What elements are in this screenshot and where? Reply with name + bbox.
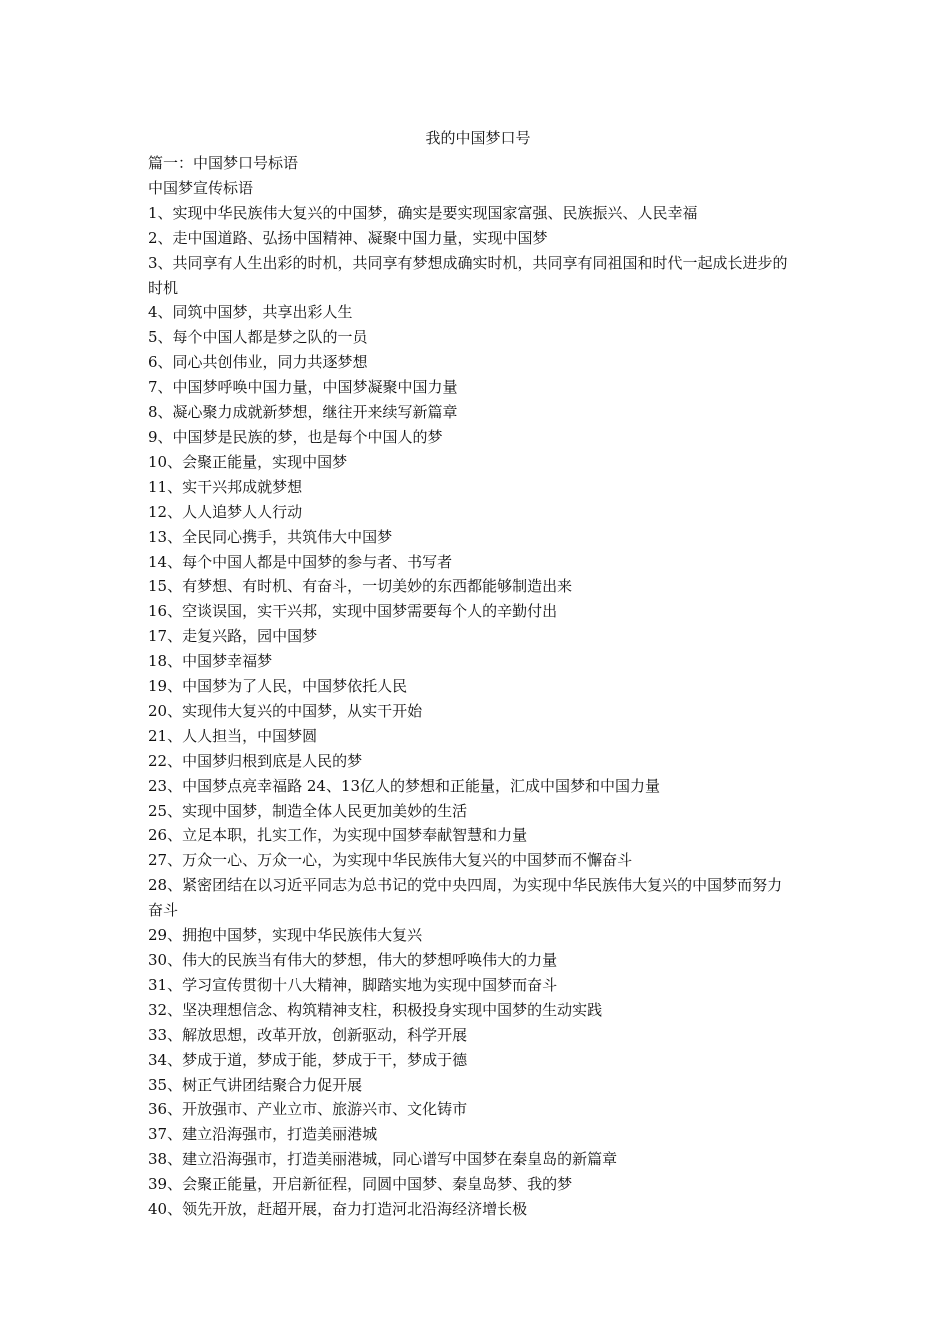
list-item: 29、拥抱中国梦，实现中华民族伟大复兴	[148, 926, 423, 945]
list-item: 32、坚决理想信念、构筑精神支柱，积极投身实现中国梦的生动实践	[148, 1000, 603, 1019]
document-page	[148, 126, 788, 1222]
list-item: 17、走复兴路，园中国梦	[148, 627, 318, 646]
list-item: 25、实现中国梦，制造全体人民更加美妙的生活	[148, 801, 468, 820]
list-item: 6、同心共创伟业，同力共逐梦想	[148, 353, 368, 372]
list-item: 11、实干兴邦成就梦想	[148, 477, 303, 496]
list-item: 5、每个中国人都是梦之队的一员	[148, 328, 368, 347]
section-subtitle: 中国梦宣传标语	[148, 178, 254, 197]
list-item: 15、有梦想、有时机、有奋斗，一切美妙的东西都能够制造出来	[148, 577, 573, 596]
list-item: 12、人人追梦人人行动	[148, 502, 303, 521]
list-item: 10、会聚正能量，实现中国梦	[148, 452, 348, 471]
list-item: 34、梦成于道，梦成于能，梦成于干，梦成于德	[148, 1050, 468, 1069]
list-item: 19、中国梦为了人民，中国梦依托人民	[148, 677, 408, 696]
list-item: 38、建立沿海强市，打造美丽港城，同心谱写中国梦在秦皇岛的新篇章	[148, 1150, 618, 1169]
list-item: 40、领先开放，赶超开展，奋力打造河北沿海经济增长极	[148, 1200, 528, 1219]
list-item: 35、树正气讲团结聚合力促开展	[148, 1075, 363, 1094]
list-item: 39、会聚正能量，开启新征程，同圆中国梦、秦皇岛梦、我的梦	[148, 1175, 573, 1194]
list-item: 20、实现伟大复兴的中国梦，从实干开始	[148, 701, 423, 720]
list-item: 3、共同享有人生出彩的时机，共同享有梦想成确实时机，共同享有同祖国和时代一起成长进步的时机	[148, 253, 788, 297]
list-item: 22、中国梦归根到底是人民的梦	[148, 751, 363, 770]
list-item: 31、学习宣传贯彻十八大精神，脚踏实地为实现中国梦而奋斗	[148, 975, 558, 994]
document-title: 我的中国梦口号	[425, 129, 531, 147]
slogan-list	[148, 201, 788, 1222]
list-item: 36、开放强市、产业立市、旅游兴市、文化铸市	[148, 1100, 468, 1119]
list-item: 2、走中国道路、弘扬中国精神、凝聚中国力量，实现中国梦	[148, 228, 548, 247]
list-item: 16、空谈误国，实干兴邦，实现中国梦需要每个人的辛勤付出	[148, 602, 558, 621]
list-item: 28、紧密团结在以习近平同志为总书记的党中央四周，为实现中华民族伟大复兴的中国梦而努力奋斗	[148, 876, 783, 920]
list-item: 21、人人担当，中国梦圆	[148, 726, 318, 745]
list-item: 7、中国梦呼唤中国力量，中国梦凝聚中国力量	[148, 378, 458, 397]
list-item: 9、中国梦是民族的梦，也是每个中国人的梦	[148, 427, 443, 446]
list-item: 33、解放思想，改革开放，创新驱动，科学开展	[148, 1025, 468, 1044]
list-item: 4、同筑中国梦，共享出彩人生	[148, 303, 353, 322]
list-item: 27、万众一心、万众一心，为实现中华民族伟大复兴的中国梦而不懈奋斗	[148, 851, 633, 870]
list-item: 23、中国梦点亮幸福路 24、13亿人的梦想和正能量，汇成中国梦和中国力量	[148, 776, 661, 795]
list-item: 30、伟大的民族当有伟大的梦想，伟大的梦想呼唤伟大的力量	[148, 951, 558, 969]
list-item: 14、每个中国人都是中国梦的参与者、书写者	[148, 552, 453, 571]
list-item: 26、立足本职，扎实工作，为实现中国梦奉献智慧和力量	[148, 826, 528, 845]
section-heading: 篇一：中国梦口号标语	[148, 154, 299, 172]
list-item: 8、凝心聚力成就新梦想，继往开来续写新篇章	[148, 403, 458, 422]
list-item: 37、建立沿海强市，打造美丽港城	[148, 1125, 378, 1144]
list-item: 13、全民同心携手，共筑伟大中国梦	[148, 527, 393, 546]
list-item: 1、实现中华民族伟大复兴的中国梦，确实是要实现国家富强、民族振兴、人民幸福	[148, 203, 698, 222]
list-item: 18、中国梦幸福梦	[148, 652, 273, 671]
